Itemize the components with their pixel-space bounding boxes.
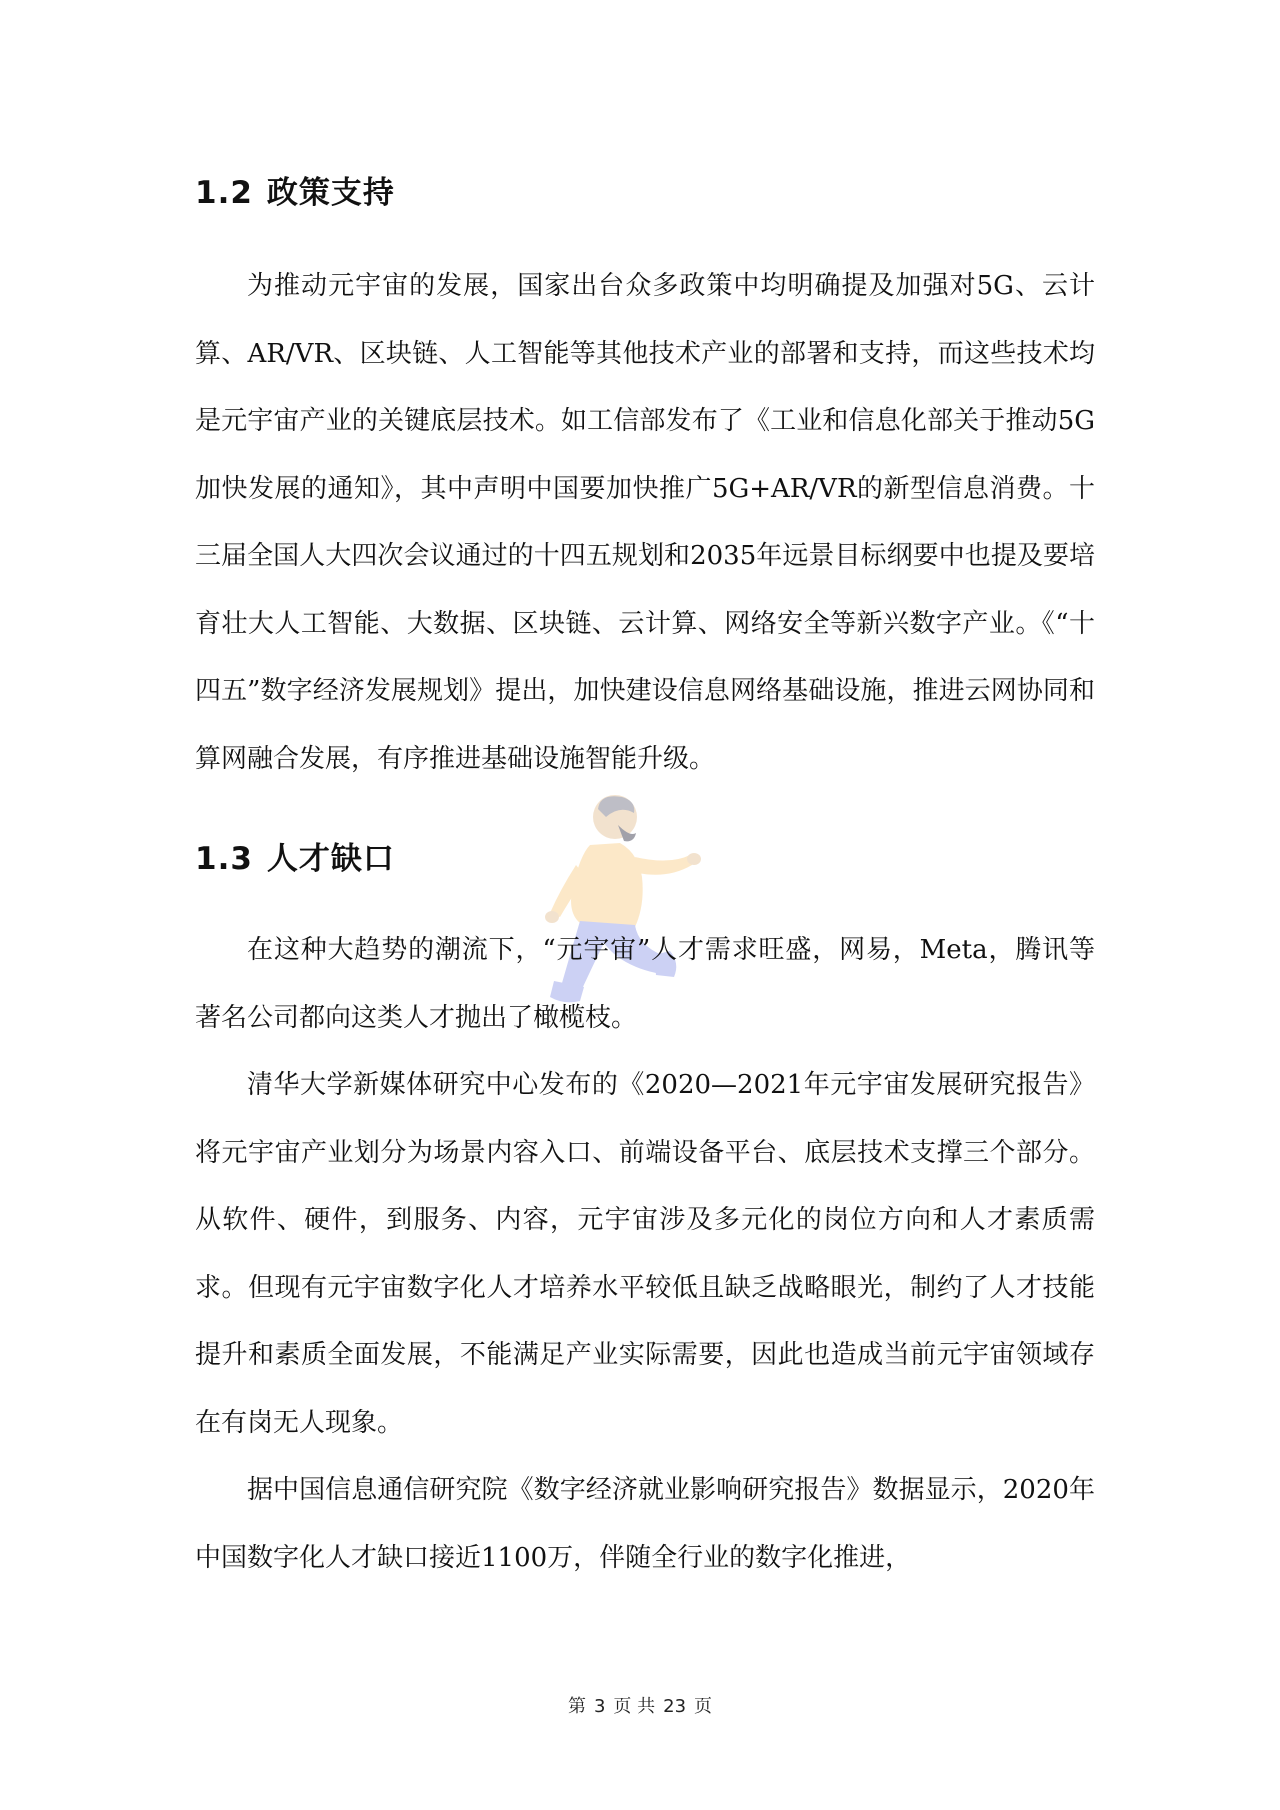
- paragraph: 为推动元宇宙的发展，国家出台众多政策中均明确提及加强对5G、云计算、AR/VR、区块链、人工智能等其他技术产业的部署和支持，而这些技术均是元宇宙产业的关键底层技术。如工信部发布了《工业和信息化部关于推动5G加快发展的通知》，其中声明中国要加快推广5G+AR/VR的新型信息消费。十三届全国人大四次会议通过的十四五规划和2035年远景目标纲要中也提及要培育壮大人工智能、大数据、区块链、云计算、网络安全等新兴数字产业。《“十四五”数字经济发展规划》提出，加快建设信息网络基础设施，推进云网协同和算网融合发展，有序推进基础设施智能升级。: [195, 271, 1095, 774]
- footer-page-number: 3: [593, 1696, 606, 1717]
- paragraph: 在这种大趋势的潮流下，“元宇宙”人才需求旺盛，网易，Meta，腾讯等著名公司都向这类人才抛出了橄榄枝。: [195, 935, 1095, 1033]
- section-heading-talent: [195, 839, 1095, 879]
- paragraph: 清华大学新媒体研究中心发布的《2020—2021年元宇宙发展研究报告》将元宇宙产业划分为场景内容入口、前端设备平台、底层技术支撑三个部分。从软件、硬件，到服务、内容，元宇宙涉及多元化的岗位方向和人才素质需求。但现有元宇宙数字化人才培养水平较低且缺乏战略眼光，制约了人才技能提升和素质全面发展，不能满足产业实际需要，因此也造成当前元宇宙领域存在有岗无人现象。: [195, 1070, 1095, 1438]
- page-footer: [0, 1692, 1280, 1718]
- section-title: 人才缺口: [266, 841, 395, 877]
- page-content: [195, 155, 1095, 1592]
- footer-mid: 页 共: [613, 1696, 656, 1717]
- section-title: 政策支持: [266, 175, 395, 211]
- section-number: 1.3: [195, 841, 253, 877]
- footer-suffix: 页: [694, 1696, 713, 1717]
- paragraph: 据中国信息通信研究院《数字经济就业影响研究报告》数据显示，2020年中国数字化人才缺口接近1100万，伴随全行业的数字化推进，: [195, 1475, 1095, 1573]
- footer-total-pages: 23: [663, 1696, 687, 1717]
- section-number: 1.2: [195, 175, 253, 211]
- section-heading-policy: [195, 173, 1095, 213]
- footer-prefix: 第: [567, 1696, 586, 1717]
